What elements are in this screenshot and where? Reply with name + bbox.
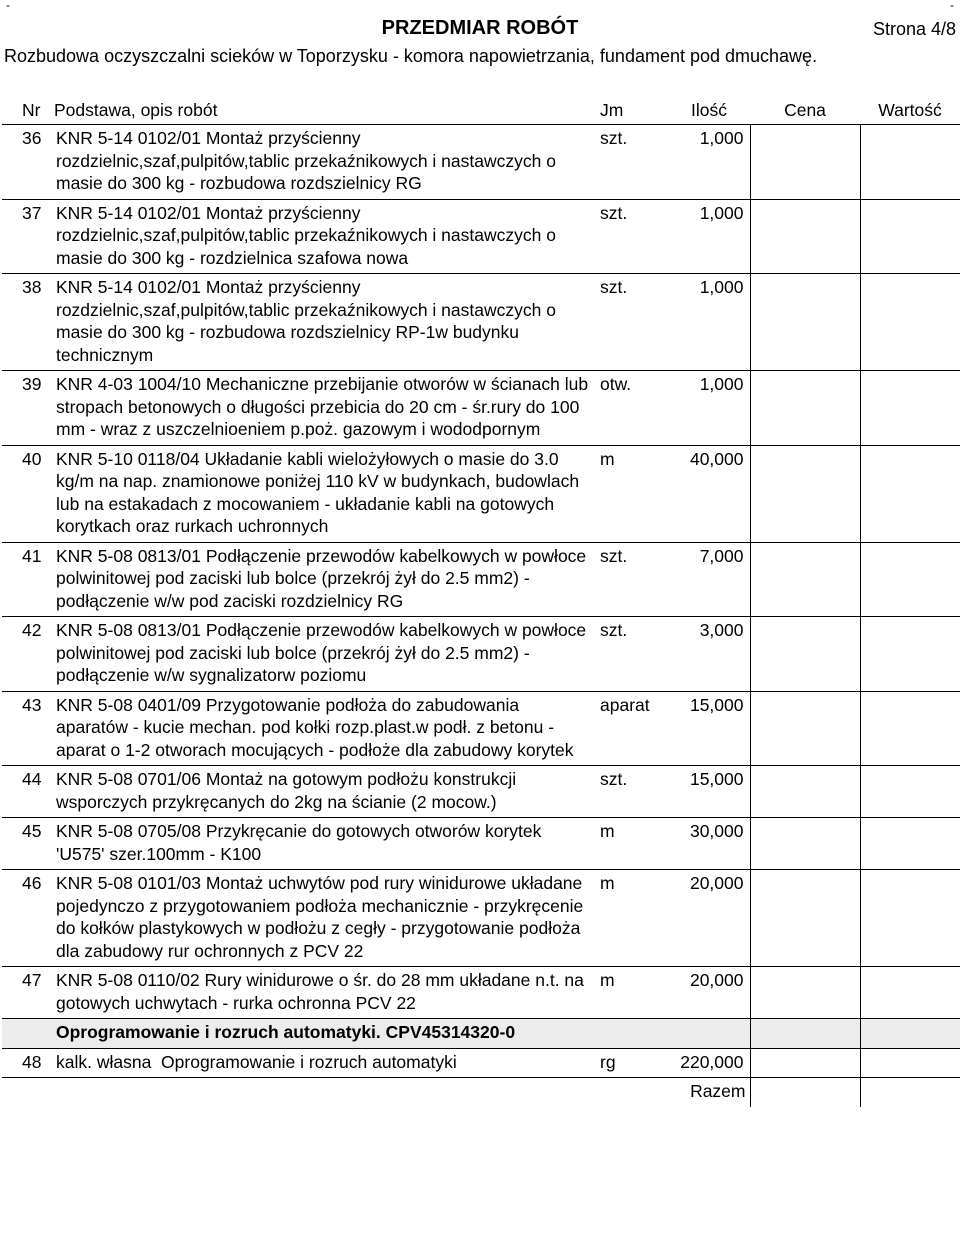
row-value xyxy=(860,199,960,274)
row-quantity: 3,000 xyxy=(668,617,750,692)
row-nr: 43 xyxy=(2,691,50,766)
document-subtitle: Rozbudowa oczyszczalni scieków w Toporzysku - komora napowietrzania, fundament pod dmuchawę. xyxy=(4,46,818,66)
row-nr: 38 xyxy=(2,274,50,371)
row-nr: 45 xyxy=(2,818,50,870)
row-unit: otw. xyxy=(596,371,668,446)
section-title: Oprogramowanie i rozruch automatyki. CPV45314320-0 xyxy=(50,1019,750,1049)
column-header-price: Cena xyxy=(750,96,860,125)
row-unit: szt. xyxy=(596,617,668,692)
row-nr: 48 xyxy=(2,1048,50,1078)
page-number: Strona 4/8 xyxy=(872,19,956,39)
header-tick-right: - xyxy=(950,0,954,12)
row-description: KNR 5-08 0101/03 Montaż uchwytów pod rury winidurowe układane pojedynczo z przygotowaniem podłoża mechanicznie - przykręcenie do kołków plastykowych w podłożu z cegły - przygotowanie podłoża dla zabudowy rur ochronnych z PCV 22 xyxy=(50,870,596,967)
table-row xyxy=(2,818,960,870)
row-unit: aparat xyxy=(596,691,668,766)
row-value xyxy=(860,371,960,446)
table-row xyxy=(2,617,960,692)
section-nr xyxy=(2,1019,50,1049)
row-quantity: 15,000 xyxy=(668,691,750,766)
total-value xyxy=(860,1078,960,1107)
total-nr xyxy=(2,1078,50,1107)
row-price xyxy=(750,691,860,766)
row-description: KNR 5-08 0110/02 Rury winidurowe o śr. do 28 mm układane n.t. na gotowych uchwytach - rurka ochronna PCV 22 xyxy=(50,967,596,1019)
table-row xyxy=(2,542,960,617)
row-quantity: 1,000 xyxy=(668,274,750,371)
table-row xyxy=(2,1048,960,1078)
row-value xyxy=(860,691,960,766)
row-nr: 37 xyxy=(2,199,50,274)
total-row xyxy=(2,1078,960,1107)
document-title: PRZEDMIAR ROBÓT xyxy=(381,17,579,39)
table-row xyxy=(2,870,960,967)
column-header-value: Wartość xyxy=(860,96,960,125)
row-price xyxy=(750,818,860,870)
row-value xyxy=(860,125,960,200)
row-unit: m xyxy=(596,818,668,870)
row-nr: 46 xyxy=(2,870,50,967)
row-unit: szt. xyxy=(596,274,668,371)
section-row xyxy=(2,1019,960,1049)
row-description: kalk. własna Oprogramowanie i rozruch automatyki xyxy=(50,1048,596,1078)
row-description: KNR 5-14 0102/01 Montaż przyścienny rozdzielnic,szaf,pulpitów,tablic przekaźnikowych i nastawczych o masie do 300 kg - rozbudowa rozdszielnicy RG xyxy=(50,125,596,200)
row-description: KNR 5-08 0705/08 Przykręcanie do gotowych otworów korytek 'U575' szer.100mm - K100 xyxy=(50,818,596,870)
row-price xyxy=(750,542,860,617)
row-quantity: 1,000 xyxy=(668,125,750,200)
row-value xyxy=(860,818,960,870)
row-description: KNR 4-03 1004/10 Mechaniczne przebijanie otworów w ścianach lub stropach betonowych o długości przebicia do 20 cm - śr.rury do 100 mm - wraz z uszczelnioeniem p.poż. gazowym i wododpornym xyxy=(50,371,596,446)
row-unit: m xyxy=(596,870,668,967)
row-value xyxy=(860,967,960,1019)
table-row xyxy=(2,125,960,200)
row-quantity: 220,000 xyxy=(668,1048,750,1078)
row-description: KNR 5-14 0102/01 Montaż przyścienny rozdzielnic,szaf,pulpitów,tablic przekaźnikowych i nastawczych o masie do 300 kg - rozbudowa rozdszielnicy RP-1w budynku technicznym xyxy=(50,274,596,371)
row-description: KNR 5-08 0813/01 Podłączenie przewodów kabelkowych w powłoce polwinitowej pod zaciski lub bolce (przekrój żył do 2.5 mm2) - podłączenie w/w pod zaciski rozdzielnicy RG xyxy=(50,542,596,617)
row-price xyxy=(750,1048,860,1078)
row-quantity: 15,000 xyxy=(668,766,750,818)
row-nr: 42 xyxy=(2,617,50,692)
estimate-table xyxy=(2,96,960,1107)
row-unit: szt. xyxy=(596,125,668,200)
table-row xyxy=(2,766,960,818)
row-value xyxy=(860,542,960,617)
row-quantity: 20,000 xyxy=(668,967,750,1019)
table-row xyxy=(2,371,960,446)
row-value xyxy=(860,1048,960,1078)
row-price xyxy=(750,766,860,818)
row-nr: 40 xyxy=(2,445,50,542)
row-value xyxy=(860,617,960,692)
row-price xyxy=(750,870,860,967)
row-price xyxy=(750,617,860,692)
row-unit: szt. xyxy=(596,199,668,274)
row-value xyxy=(860,274,960,371)
row-unit: szt. xyxy=(596,542,668,617)
section-value xyxy=(860,1019,960,1049)
header-tick-left: - xyxy=(6,0,10,12)
row-quantity: 20,000 xyxy=(668,870,750,967)
table-row xyxy=(2,274,960,371)
row-price xyxy=(750,199,860,274)
table-row xyxy=(2,199,960,274)
row-quantity: 1,000 xyxy=(668,199,750,274)
row-price xyxy=(750,371,860,446)
table-row xyxy=(2,691,960,766)
row-quantity: 40,000 xyxy=(668,445,750,542)
column-header-desc: Podstawa, opis robót xyxy=(50,96,596,125)
row-unit: m xyxy=(596,445,668,542)
row-price xyxy=(750,445,860,542)
row-nr: 39 xyxy=(2,371,50,446)
row-unit: szt. xyxy=(596,766,668,818)
section-price xyxy=(750,1019,860,1049)
row-unit: m xyxy=(596,967,668,1019)
row-nr: 44 xyxy=(2,766,50,818)
row-nr: 47 xyxy=(2,967,50,1019)
row-description: KNR 5-08 0401/09 Przygotowanie podłoża do zabudowania aparatów - kucie mechan. pod kołki rozp.plast.w podł. z betonu - aparat o 1-2 otworach mocujących - podłoże dla zabudowy korytek xyxy=(50,691,596,766)
row-quantity: 7,000 xyxy=(668,542,750,617)
row-value xyxy=(860,766,960,818)
column-header-jm: Jm xyxy=(596,96,668,125)
column-header-qty: Ilość xyxy=(668,96,750,125)
row-nr: 41 xyxy=(2,542,50,617)
row-quantity: 1,000 xyxy=(668,371,750,446)
row-price xyxy=(750,967,860,1019)
row-description: KNR 5-08 0813/01 Podłączenie przewodów kabelkowych w powłoce polwinitowej pod zaciski lub bolce (przekrój żył do 2.5 mm2) - podłączenie w/w sygnalizatorw poziomu xyxy=(50,617,596,692)
row-description: KNR 5-08 0701/06 Montaż na gotowym podłożu konstrukcji wsporczych przykręcanych do 2kg na ścianie (2 mocow.) xyxy=(50,766,596,818)
table-row xyxy=(2,967,960,1019)
table-row xyxy=(2,445,960,542)
table-header-row xyxy=(2,96,960,125)
row-unit: rg xyxy=(596,1048,668,1078)
row-value xyxy=(860,870,960,967)
row-price xyxy=(750,274,860,371)
row-quantity: 30,000 xyxy=(668,818,750,870)
row-description: KNR 5-10 0118/04 Układanie kabli wielożyłowych o masie do 3.0 kg/m na nap. znamionowe poniżej 110 kV w budynkach, budowlach lub na estakadach z mocowaniem - układanie kabli na gotowych korytkach oraz rurkach uchronnych xyxy=(50,445,596,542)
column-header-nr: Nr xyxy=(2,96,50,125)
row-value xyxy=(860,445,960,542)
row-description: KNR 5-14 0102/01 Montaż przyścienny rozdzielnic,szaf,pulpitów,tablic przekaźnikowych i nastawczych o masie do 300 kg - rozdzielnica szafowa nowa xyxy=(50,199,596,274)
total-price xyxy=(750,1078,860,1107)
total-label: Razem xyxy=(50,1078,750,1107)
row-nr: 36 xyxy=(2,125,50,200)
row-price xyxy=(750,125,860,200)
